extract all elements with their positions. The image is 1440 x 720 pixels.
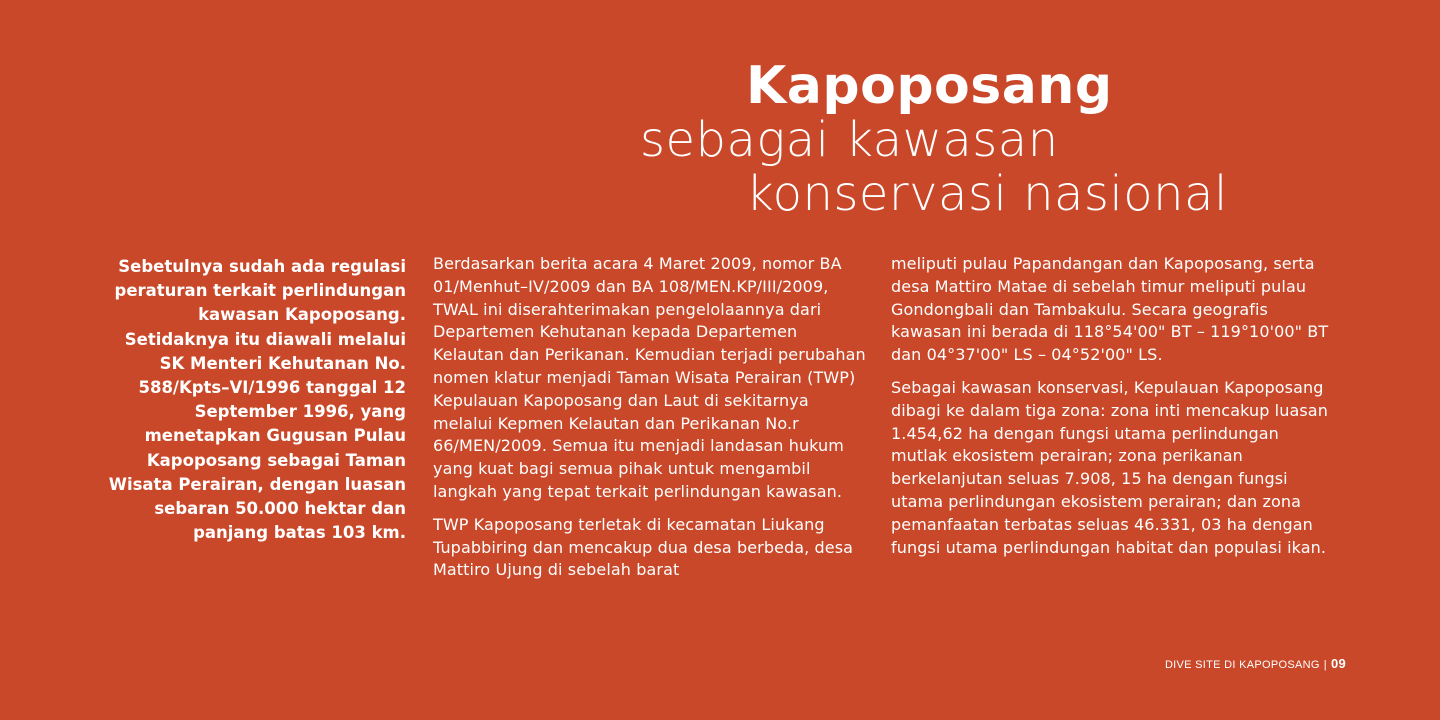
body-paragraph: meliputi pulau Papandangan dan Kapoposang, serta desa Mattiro Matae di sebelah timur meliputi pulau Gondongbali dan Tambakulu. Secara geografis kawasan ini berada di 118°54'00" BT – 119°10'00" BT dan 04°37'00" LS – 04°52'00" LS. — [891, 254, 1329, 365]
body-paragraph: Sebagai kawasan konservasi, Kepulauan Kapoposang dibagi ke dalam tiga zona: zona inti mencakup luasan 1.454,62 ha dengan fungsi utama perlindungan mutlak ekosistem perairan; zona perikanan berkelanjutan seluas 7.908, 15 ha dengan fungsi utama perlindungan ekosistem perairan; dan zona pemanfaatan terbatas seluas 46.331, 03 ha dengan fungsi utama perlindungan habitat dan populasi ikan. — [891, 377, 1328, 557]
title-subtitle-line-2: konservasi nasional — [746, 166, 1228, 222]
title-subtitle-line-1: sebagai kawasan — [640, 112, 1059, 168]
body-paragraph: TWP Kapoposang terletak di kecamatan Liukang Tupabbiring dan mencakup dua desa berbeda, desa Mattiro Ujung di sebelah barat — [433, 514, 854, 580]
page-footer — [1165, 656, 1346, 671]
body-column-2 — [891, 253, 1336, 569]
body-paragraph: Berdasarkan berita acara 4 Maret 2009, nomor BA 01/Menhut–IV/2009 dan BA 108/MEN.KP/III/2009, TWAL ini diserahterimakan pengelolaannya dari Departemen Kehutanan kepada Departemen Kelautan dan Perikanan. Kemudian terjadi perubahan nomen klatur menjadi Taman Wisata Perairan (TWP) Kepulauan Kapoposang dan Laut di sekitarnya melalui Kepmen Kelautan dan Perikanan No.r 66/MEN/2009. Semua itu menjadi landasan hukum yang kuat bagi semua pihak untuk mengambil langkah yang tepat terkait perlindungan kawasan. — [433, 254, 866, 501]
footer-section-label: DIVE SITE DI KAPOPOSANG — [1164, 659, 1320, 671]
body-column-1 — [433, 253, 873, 592]
lead-paragraph: Sebetulnya sudah ada regulasi peraturan terkait perlindungan kawasan Kapoposang. Setidaknya itu diawali melalui SK Menteri Kehutanan No. 588/Kpts–VI/1996 tanggal 12 September 1996, yang menetapkan Gugusan Pulau Kapoposang sebagai Taman Wisata Perairan, dengan luasan sebaran 50.000 hektar dan panjang batas 103 km. — [108, 257, 406, 543]
footer-separator: | — [1323, 659, 1327, 671]
title-main: Kapoposang — [746, 56, 1113, 116]
page-number: 09 — [1330, 656, 1346, 671]
